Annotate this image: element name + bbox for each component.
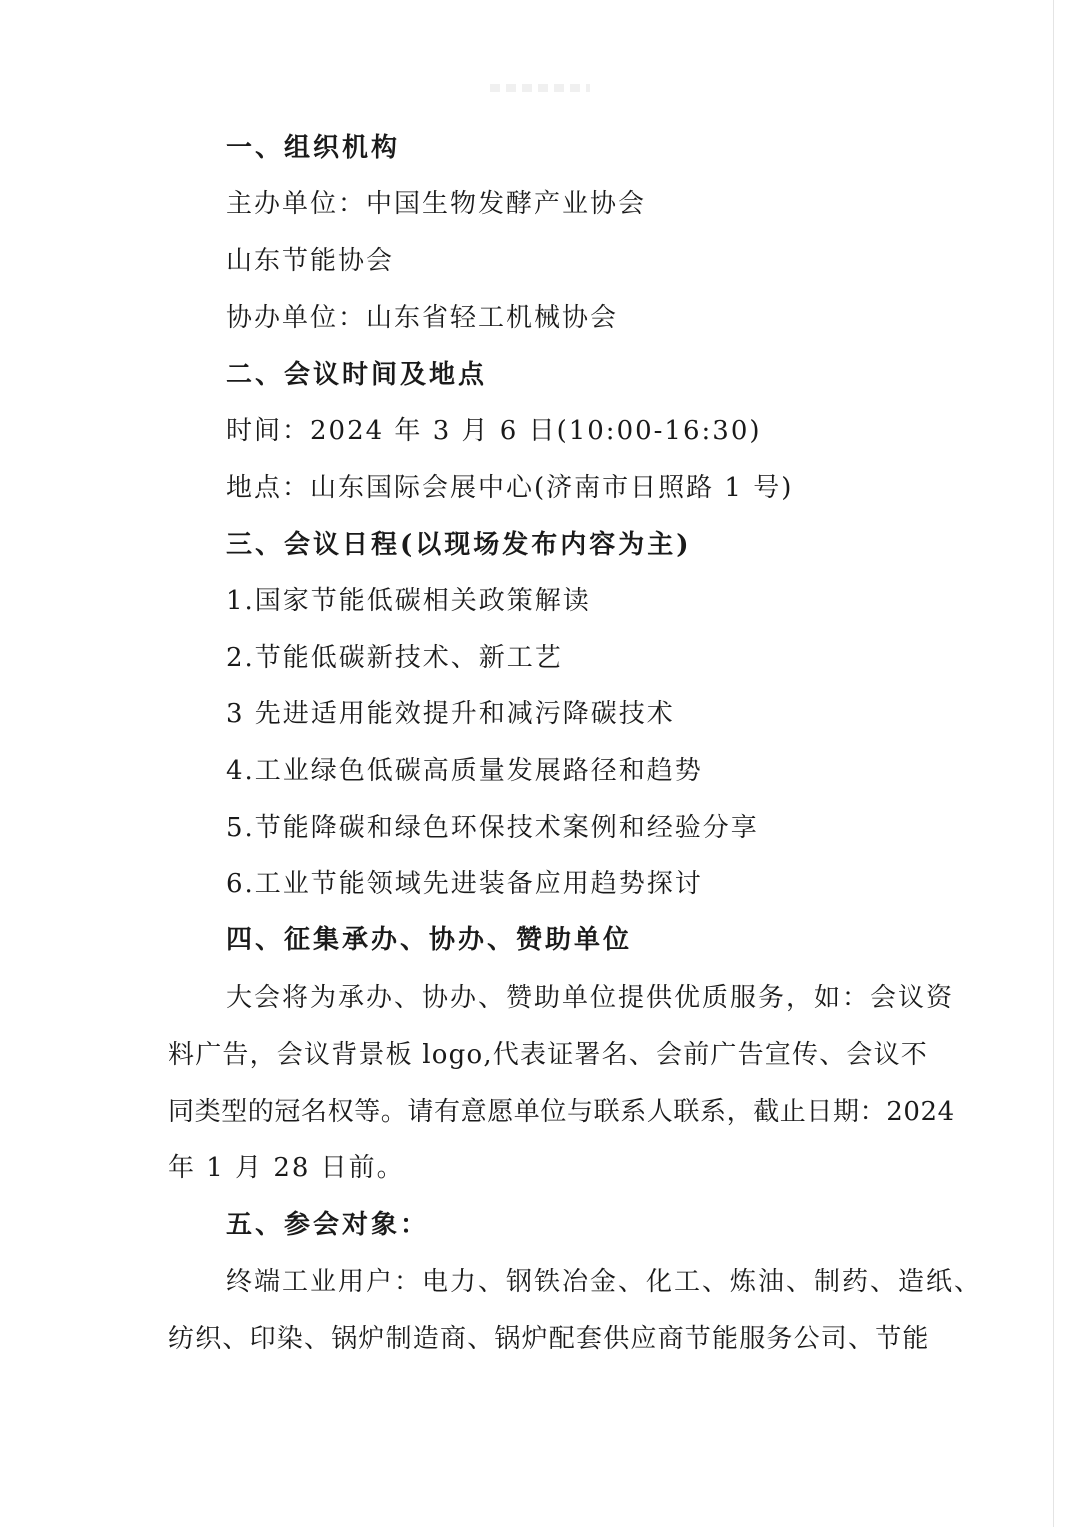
agenda-item: 2.节能低碳新技术、新工艺: [226, 643, 563, 673]
org-co: 协办单位：山东省轻工机械协会: [226, 303, 619, 333]
agenda-item: 1.国家节能低碳相关政策解读: [226, 586, 591, 616]
meeting-time: 时间：2024 年 3 月 6 日(10:00-16:30): [226, 416, 762, 446]
heading-org: 一、组织机构: [226, 133, 401, 163]
agenda-item: 3 先进适用能效提升和减污降碳技术: [226, 699, 675, 729]
agenda-item: 5.节能降碳和绿色环保技术案例和经验分享: [226, 813, 759, 843]
sponsors-paragraph-line: 料广告，会议背景板 logo,代表证署名、会前广告宣传、会议不: [168, 1040, 928, 1070]
agenda-item: 6.工业节能领域先进装备应用趋势探讨: [226, 869, 703, 899]
faint-header-mark: [490, 84, 590, 92]
agenda-item: 4.工业绿色低碳高质量发展路径和趋势: [226, 756, 703, 786]
attendees-paragraph-line: 终端工业用户：电力、钢铁冶金、化工、炼油、制药、造纸、: [226, 1267, 983, 1297]
heading-agenda: 三、会议日程(以现场发布内容为主): [226, 530, 692, 560]
org-host-2: 山东节能协会: [226, 246, 395, 276]
heading-sponsors: 四、征集承办、协办、赞助单位: [226, 925, 633, 955]
sponsors-paragraph-line: 年 1 月 28 日前。: [168, 1153, 405, 1183]
heading-time-place: 二、会议时间及地点: [226, 360, 488, 390]
sponsors-paragraph-line: 同类型的冠名权等。请有意愿单位与联系人联系，截止日期：2024: [168, 1097, 955, 1127]
page-edge-line: [1053, 0, 1054, 1527]
meeting-place: 地点：山东国际会展中心(济南市日照路 1 号): [226, 473, 794, 503]
attendees-paragraph-line: 纺织、印染、锅炉制造商、锅炉配套供应商节能服务公司、节能: [168, 1324, 930, 1354]
heading-attendees: 五、参会对象：: [226, 1210, 430, 1240]
sponsors-paragraph-line: 大会将为承办、协办、赞助单位提供优质服务，如：会议资: [226, 983, 955, 1013]
org-host: 主办单位：中国生物发酵产业协会: [226, 189, 647, 219]
